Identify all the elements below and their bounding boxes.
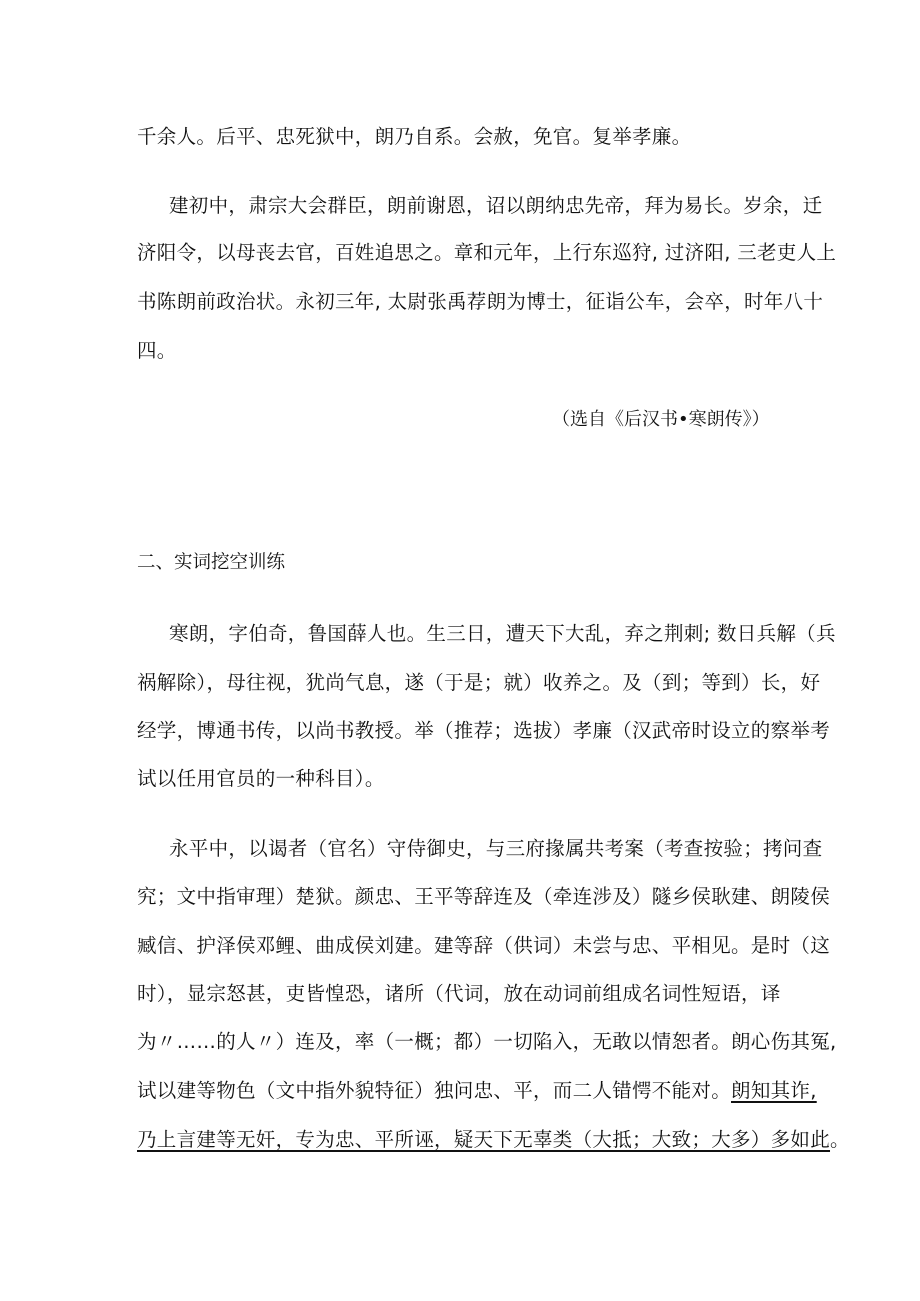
exercise-line <box>137 1078 817 1104</box>
exercise-line: 为〃……的人〃）连及，率（一概；都）一切陷入，无敢以情恕者。朗心伤其冤, <box>137 1030 837 1053</box>
passage-line: 济阳令，以母丧去官，百姓追思之。章和元年，上行东巡狩, 过济阳, 三老吏人上 <box>137 241 837 264</box>
source-citation: （选自《后汉书•寒朗传》） <box>552 409 770 430</box>
exercise-line: 究；文中指审理）楚狱。颜忠、王平等辞连及（牵连涉及）隧乡侯耿建、朗陵侯 <box>137 885 831 908</box>
exercise-line <box>137 1127 850 1153</box>
exercise-line: 臧信、护泽侯邓鲤、曲成侯刘建。建等辞（供词）未尝与忠、平相见。是时（这 <box>137 934 831 957</box>
passage-line: 建初中，肃宗大会群臣，朗前谢恩，诏以朗纳忠先帝，拜为易长。岁余，迁 <box>169 194 823 217</box>
passage-line: 四。 <box>137 339 177 362</box>
underlined-translation-target: 乃上言建等无奸，专为忠、平所诬，疑天下无辜类（大抵；大致；大多）多如此 <box>137 1128 831 1151</box>
exercise-text: 试以建等物色（文中指外貌特征）独问忠、平，而二人错愕不能对。 <box>137 1079 732 1102</box>
exercise-line: 试以任用官员的一种科目）。 <box>137 767 385 790</box>
sentence-end-punctuation: 。 <box>830 1128 850 1151</box>
exercise-line: 永平中，以谒者（官名）守侍御史，与三府掾属共考案（考查按验；拷问查 <box>169 837 823 860</box>
underlined-translation-target: 朗知其诈, <box>731 1079 817 1102</box>
exercise-line: 经学，博通书传，以尚书教授。举（推荐；选拔）孝廉（汉武帝时设立的察举考 <box>137 719 831 742</box>
exercise-line: 寒朗，字伯奇，鲁国薛人也。生三日，遭天下大乱，弃之荆刺; 数日兵解（兵 <box>169 622 836 645</box>
passage-line: 书陈朗前政治状。永初三年, 太尉张禹荐朗为博士，征诣公车，会卒，时年八十 <box>137 290 824 313</box>
passage-line: 千余人。后平、忠死狱中，朗乃自系。会赦，免官。复举孝廉。 <box>137 125 692 148</box>
exercise-line: 时），显宗怒甚，吏皆惶恐，诸所（代词，放在动词前组成名词性短语，译 <box>137 982 781 1005</box>
section-heading: 二、实词挖空训练 <box>137 552 286 573</box>
exercise-line: 祸解除），母往视，犹尚气息，遂（于是；就）收养之。及（到；等到）长，好 <box>137 671 821 694</box>
